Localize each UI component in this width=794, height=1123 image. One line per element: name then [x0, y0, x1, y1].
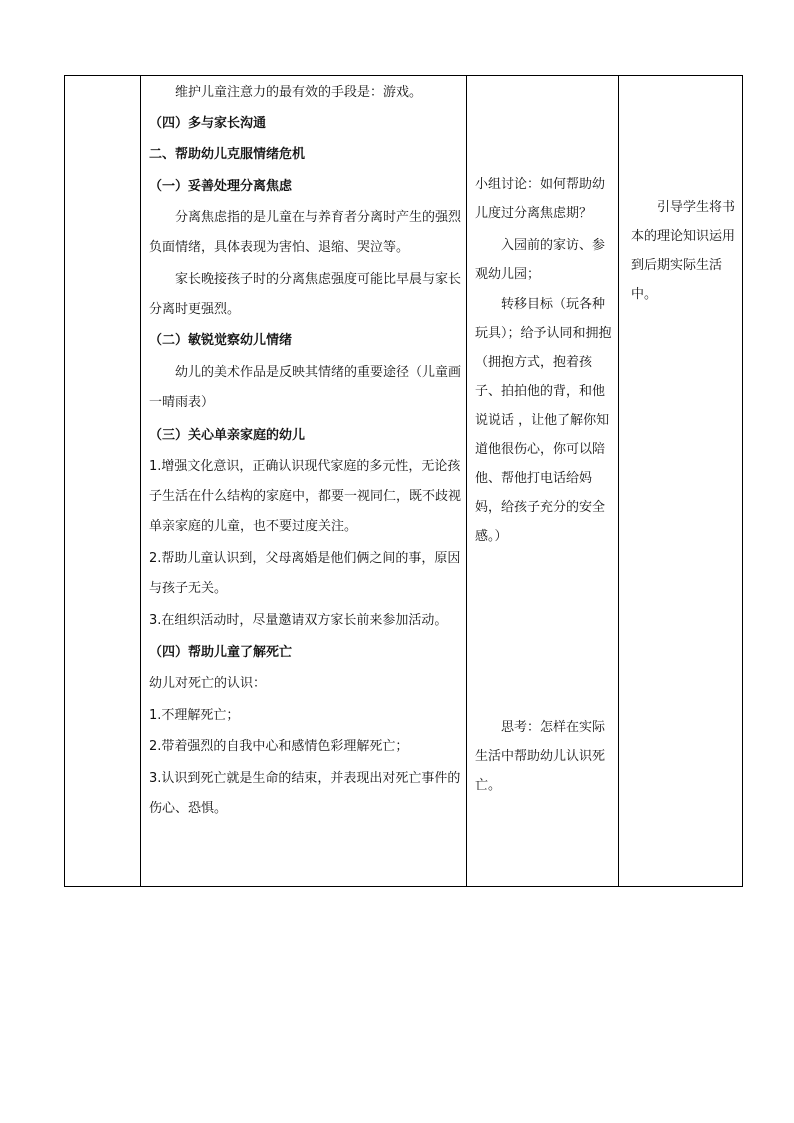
section-heading: （四）多与家长沟通 [149, 116, 267, 131]
paragraph: 幼儿对死亡的认识： [149, 676, 267, 691]
thinking-prompt: 思考：怎样在实际生活中帮助幼儿认识死亡。 [475, 720, 606, 793]
section-heading: （二）敏锐觉察幼儿情绪 [149, 333, 293, 348]
activity-cell [468, 76, 618, 886]
empty-left-cell [65, 76, 140, 886]
paragraph: 引导学生将书本的理论知识运用到后期实际生活中。 [631, 200, 736, 302]
paragraph: 1.不理解死亡； [149, 708, 240, 723]
paragraph: 3.认识到死亡就是生命的结束，并表现出对死亡事件的伤心、恐惧。 [149, 771, 461, 816]
paragraph: 1.增强文化意识，正确认识现代家庭的多元性，无论孩子生活在什么结构的家庭中，都要一视同仁，既不歧视单亲家庭的儿童，也不要过度关注。 [149, 459, 462, 534]
paragraph: 转移目标（玩各种玩具）；给予认同和拥抱（拥抱方式，抱着孩子、拍拍他的背，和他说说话 ，让他了解你知道他很伤心，你可以陪他、帮他打电话给妈妈，给孩子充分的安全感。） [475, 297, 612, 544]
paragraph: 幼儿的美术作品是反映其情绪的重要途径（儿童画一晴雨表） [149, 365, 462, 410]
paragraph: 2.带着强烈的自我中心和感情色彩理解死亡； [149, 739, 409, 754]
content-cell [141, 76, 467, 886]
paragraph: 家长晚接孩子时的分离焦虑强度可能比早晨与家长分离时更强烈。 [149, 272, 462, 317]
purpose-cell [619, 76, 743, 886]
discussion-prompt: 小组讨论：如何帮助幼儿度过分离焦虑期？ [475, 177, 606, 221]
lesson-table [64, 75, 743, 887]
section-heading: （三）关心单亲家庭的幼儿 [149, 428, 306, 443]
section-heading: （四）帮助儿童了解死亡 [149, 645, 293, 660]
paragraph: 入园前的家访、参观幼儿园； [475, 238, 606, 282]
paragraph: 2.帮助儿童认识到，父母离婚是他们俩之间的事，原因与孩子无关。 [149, 551, 461, 596]
paragraph: 维护儿童注意力的最有效的手段是：游戏。 [175, 85, 423, 100]
paragraph: 3.在组织活动时，尽量邀请双方家长前来参加活动。 [149, 613, 448, 628]
paragraph: 分离焦虑指的是儿童在与养育者分离时产生的强烈负面情绪，具体表现为害怕、退缩、哭泣等。 [149, 210, 462, 255]
section-heading: 二、帮助幼儿克服情绪危机 [149, 147, 306, 162]
section-heading: （一）妥善处理分离焦虑 [149, 179, 293, 194]
